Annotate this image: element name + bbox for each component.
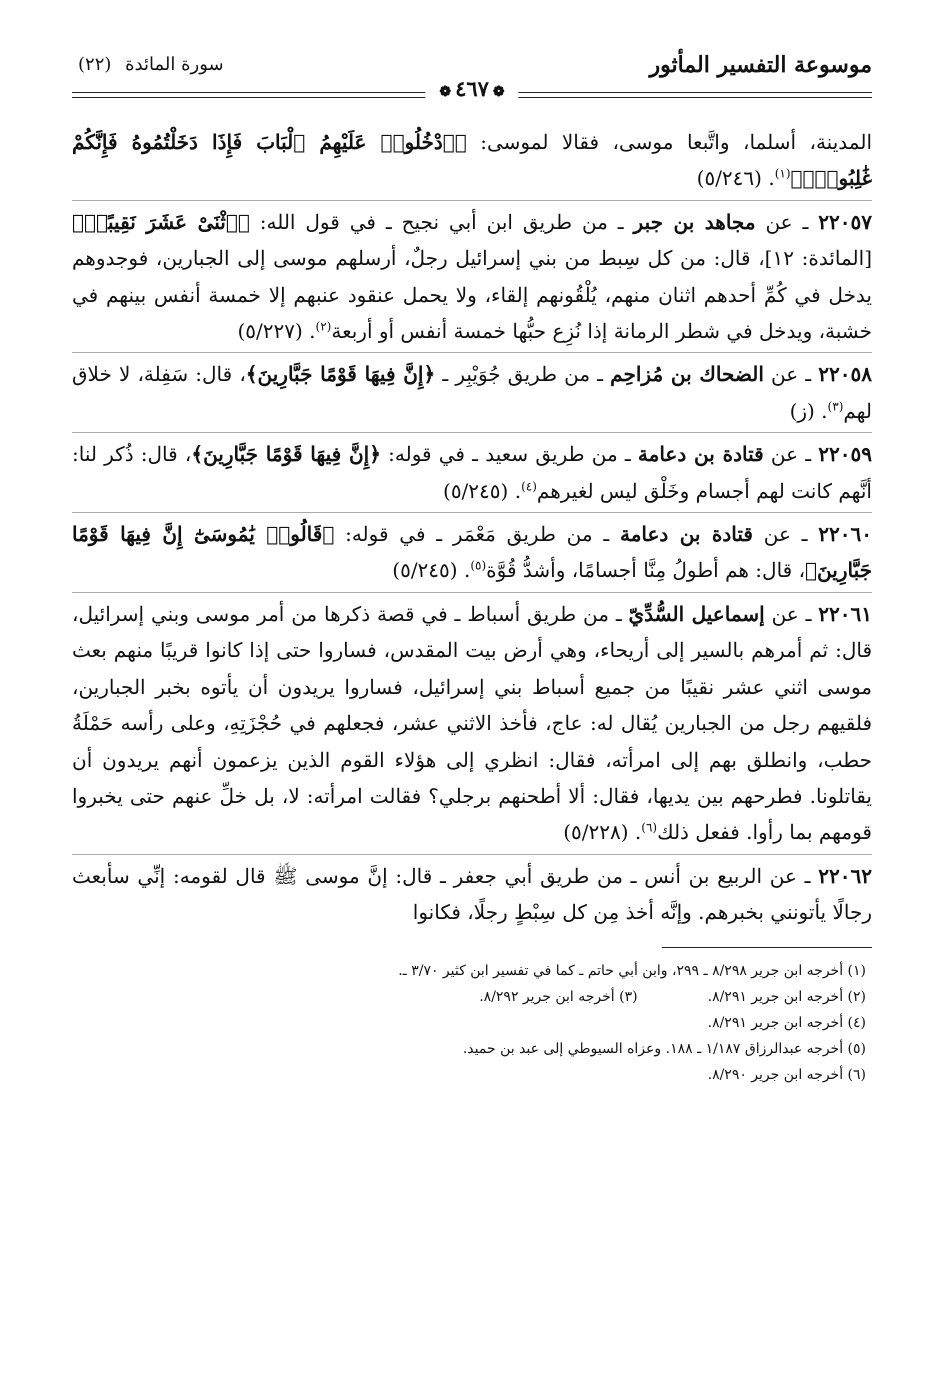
narration-text: [المائدة: ١٢]، قال: من كل سِبط من بني إسرائيل رجلٌ، أرسلهم موسى إلى الجبارين، فوجدوهم يدخل في كُمِّ أحدهم اثنان منهم، يُلْقُونهم إلقاء، ولا يحمل عنقود عنبهم إلا خمسة أنفس بينهم في خشبة، ويدخل في شطر الرمانة إذا نُزِع حبُّها خمسة أنفس أو أربعة <box>72 246 872 344</box>
narration-text: ، قال: ذُكر لنا: أنَّهم كانت لهم أجسام وخَلْق ليس لغيرهم <box>72 442 872 503</box>
footnote: (٣) أخرجه ابن جرير ٨/٢٩٢. <box>479 988 638 1005</box>
narration-text: ـ من طريق جُوَيْبِر ـ <box>435 362 611 387</box>
surah-label <box>78 54 224 75</box>
narration-paragraph <box>72 432 872 509</box>
source-reference: . (٥/٢٢٨) <box>563 820 642 845</box>
narration-paragraph <box>72 854 872 931</box>
surah-name: سورة المائدة <box>125 54 224 75</box>
narrator-name: مجاهد بن جبر <box>633 209 756 234</box>
narration-text: ـ عن <box>763 442 819 467</box>
footnote: (٢) أخرجه ابن جرير ٨/٢٩١. <box>707 988 866 1005</box>
narration-paragraph <box>72 512 872 589</box>
source-reference: . (٥/٢٢٧) <box>237 319 316 344</box>
narration-paragraph <box>72 352 872 429</box>
footnotes <box>72 958 872 1088</box>
source-reference: . (ز) <box>789 398 828 423</box>
footnote-marker: (٢) <box>315 319 332 334</box>
narration-text: ـ من طريق مَعْمَر ـ في قوله: <box>334 522 620 547</box>
ornament-icon: ❁ <box>492 84 505 100</box>
quran-verse: ﴿ٱثْنَىْ عَشَرَ نَقِيبًاۖ﴾ <box>72 209 250 234</box>
source-reference: . (٥/٢٤٥) <box>443 478 522 503</box>
book-title: موسوعة التفسير المأثور <box>649 52 872 78</box>
footnote-rule <box>662 947 872 948</box>
footnote: (٦) أخرجه ابن جرير ٨/٢٩٠. <box>707 1066 866 1083</box>
narration-text: ـ عن <box>764 601 819 626</box>
quran-verse: ﴿قَالُوا۟ يَٰمُوسَىٰٓ إِنَّ فِيهَا قَوْمًا جَبَّارِينَ﴾ <box>72 522 872 583</box>
narration-text: المدينة، أسلما، واتَّبعا موسى، فقالا لموسى: <box>466 130 872 154</box>
narration-text: ـ من طريق ابن أبي نجيح ـ في قول الله: <box>249 209 634 234</box>
footnote-row <box>72 984 866 1010</box>
narration-text: ، قال: سَفِلة، لا خلاق لهم <box>72 362 872 423</box>
narration-text: ـ عن <box>763 362 819 387</box>
narration-number: ٢٢٠٥٧ <box>818 209 872 234</box>
footnote-marker: (٦) <box>641 820 658 835</box>
narrator-name: إسماعيل السُّدِّيّ <box>628 601 765 626</box>
narration-number: ٢٢٠٥٨ <box>818 362 873 387</box>
narration-text: ـ عن <box>755 209 819 234</box>
narration-number: ٢٢٠٦١ <box>818 601 872 626</box>
footnote: (١) أخرجه ابن جرير ٨/٢٩٨ ـ ٢٩٩، وابن أبي حاتم ـ كما في تفسير ابن كثير ٣/٧٠ ـ. <box>398 962 866 979</box>
narration-number: ٢٢٠٦٢ <box>818 863 872 888</box>
narrator-name: الضحاك بن مُزاحِم <box>610 362 764 387</box>
footnote-marker: (٤) <box>521 479 537 493</box>
narration-number: ٢٢٠٦٠ <box>818 522 872 547</box>
narrator-name: قتادة بن دعامة <box>619 522 753 547</box>
narrator-name: قتادة بن دعامة <box>637 442 764 467</box>
surah-number: (٢٢) <box>78 54 112 75</box>
footnote-marker: (١) <box>774 166 791 181</box>
quran-verse: ﴿إِنَّ فِيهَا قَوْمًا جَبَّارِينَ﴾ <box>245 362 436 387</box>
quran-verse: ﴿إِنَّ فِيهَا قَوْمًا جَبَّارِينَ﴾ <box>191 442 381 467</box>
ornament-icon: ❁ <box>439 84 452 100</box>
running-header <box>72 52 872 102</box>
narration-paragraph <box>72 124 872 197</box>
footnote: (٥) أخرجه عبدالرزاق ١/١٨٧ ـ ١٨٨. وعزاه السيوطي إلى عبد بن حميد. <box>462 1040 866 1057</box>
source-reference: . (٥/٢٤٥) <box>392 558 471 583</box>
footnote: (٤) أخرجه ابن جرير ٨/٢٩١. <box>707 1014 866 1031</box>
narration-text: ، قال: هم أطولُ مِنَّا أجسامًا، وأشدُّ قُوَّة <box>486 558 806 583</box>
page-number-box <box>425 76 518 101</box>
footnote-marker: (٣) <box>827 399 844 414</box>
narration-text: ـ عن <box>752 522 819 547</box>
source-reference: . (٥/٢٤٦) <box>696 166 775 191</box>
narration-text: ـ من طريق أسباط ـ في قصة ذكرها من أمر موسى وبني إسرائيل، قال: ثم أمرهم بالسير إلى أريحاء، وهي أرض بيت المقدس، فساروا حتى إذا كانوا قريبًا منهم بعث موسى اثني عشر نقيبًا من جميع أسباط بني إسرائيل، فساروا يريدون أن يأتوه بخبر الجبارين، فلقيهم رجل من الجبارين يُقال له: عاج، فأخذ الاثني عشر، فجعلهم في حُجْزَتِهِ، وعلى رأسه حَمْلَةُ حطب، وانطلق بهم إلى امرأته، فقال: انظري إلى هؤلاء القوم الذين يزعمون أنهم يريدون أن يقاتلونا. فطرحهم بين يديها، فقال: ألا أطحنهم برجلي؟ فقالت امرأته: لا، بل خلِّ عنهم حتى يخبروا قومهم بما رأوا. ففعل ذلك <box>72 601 872 845</box>
narration-text: ـ عن الربيع بن أنس ـ من طريق أبي جعفر ـ قال: إنَّ موسى ﷺ قال لقومه: إنِّي سأبعث رجالًا يأتونني بخبرهم. وإنَّه أخذ مِن كل سِبْطٍ رجلًا، فكانوا <box>72 863 872 925</box>
quran-verse: ﴿ٱدْخُلُوا۟ عَلَيْهِمُ ٱلْبَابَ فَإِذَا دَخَلْتُمُوهُ فَإِنَّكُمْ غَٰلِبُونَۚ﴾ <box>72 130 872 191</box>
page-number: ٤٦٧ <box>455 76 489 101</box>
page <box>72 52 872 1088</box>
main-text <box>72 124 872 931</box>
footnote-marker: (٥) <box>470 558 487 573</box>
narration-paragraph <box>72 200 872 350</box>
narration-paragraph <box>72 592 872 851</box>
narration-text: ـ من طريق سعيد ـ في قوله: <box>380 442 638 467</box>
narration-number: ٢٢٠٥٩ <box>818 442 872 467</box>
